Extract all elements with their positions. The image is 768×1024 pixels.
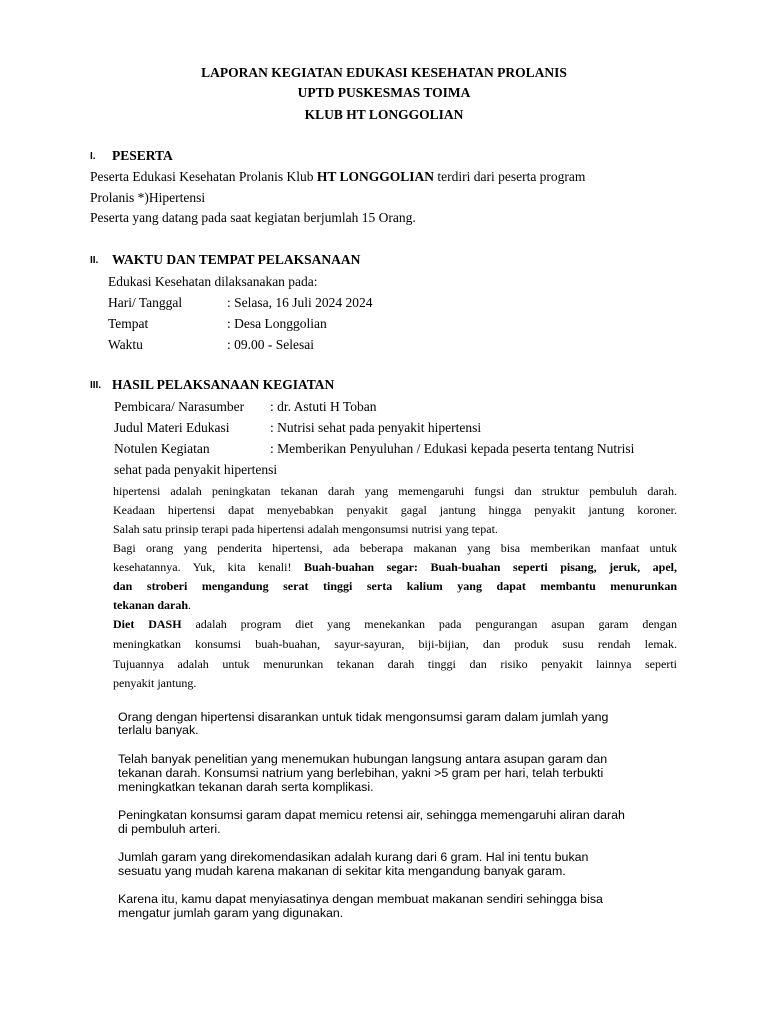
- section-3-heading: HASIL PELAKSANAAN KEGIATAN: [112, 377, 335, 392]
- paragraph-dash-line-3: Tujuannya adalah untuk menurunkan tekanan darah tinggi dan risiko penyakit lainnya seperti: [113, 657, 677, 671]
- schedule-value-time: : 09.00 - Selesai: [227, 337, 314, 352]
- paragraph-makanan-line-3: dan stroberi mengandung serat tinggi serta kalium yang dapat membantu menurunkan: [113, 579, 677, 593]
- schedule-label-time: Waktu: [108, 337, 143, 352]
- salt-paragraph-2-line-1: Telah banyak penelitian yang menemukan hubungan langsung antara asupan garam dan: [118, 752, 608, 766]
- salt-paragraph-4-line-2: sesuatu yang mudah karena makanan di sekitar kita mengandung banyak garam.: [118, 864, 566, 878]
- paragraph-makanan-line-1: Bagi orang yang penderita hipertensi, ada beberapa makanan yang bisa memberikan manfaat untuk: [113, 541, 677, 555]
- salt-paragraph-3-line-1: Peningkatan konsumsi garam dapat memicu retensi air, sehingga memengaruhi aliran darah: [118, 808, 625, 822]
- report-title: LAPORAN KEGIATAN EDUKASI KESEHATAN PROLANIS: [201, 65, 567, 80]
- paragraph-hipertensi-line-1: hipertensi adalah peningkatan tekanan darah yang memengaruhi fungsi dan struktur pembuluh darah.: [113, 484, 677, 498]
- section-2-intro: Edukasi Kesehatan dilaksanakan pada:: [108, 274, 318, 289]
- report-subtitle-klub: KLUB HT LONGGOLIAN: [304, 107, 464, 122]
- result-label-notes: Notulen Kegiatan: [114, 441, 210, 456]
- result-value-topic: : Nutrisi sehat pada penyakit hipertensi: [270, 420, 482, 435]
- salt-paragraph-1-line-1: Orang dengan hipertensi disarankan untuk tidak mengonsumsi garam dalam jumlah yang: [118, 710, 609, 724]
- section-1-line-2: Prolanis *)Hipertensi: [90, 190, 206, 205]
- salt-paragraph-4-line-1: Jumlah garam yang direkomendasikan adalah kurang dari 6 gram. Hal ini tentu bukan: [118, 850, 589, 864]
- schedule-label-place: Tempat: [108, 316, 149, 331]
- result-notes-continuation: sehat pada penyakit hipertensi: [114, 462, 278, 477]
- section-1-line-1: Peserta Edukasi Kesehatan Prolanis Klub HT LONGGOLIAN terdiri dari peserta program: [90, 169, 586, 184]
- section-2-heading: WAKTU DAN TEMPAT PELAKSANAAN: [112, 252, 361, 267]
- schedule-label-date: Hari/ Tanggal: [108, 295, 183, 310]
- report-subtitle-puskesmas: UPTD PUSKESMAS TOIMA: [297, 85, 471, 100]
- paragraph-makanan-line-4: tekanan darah.: [113, 598, 192, 612]
- result-value-notes: : Memberikan Penyuluhan / Edukasi kepada peserta tentang Nutrisi: [270, 441, 635, 456]
- schedule-value-date: : Selasa, 16 Juli 2024 2024: [227, 295, 373, 310]
- paragraph-hipertensi-line-2: Keadaan hipertensi dapat menyebabkan penyakit gagal jantung hingga penyakit jantung koroner.: [113, 503, 677, 517]
- salt-paragraph-2-line-2: tekanan darah. Konsumsi natrium yang berlebihan, yakni >5 gram per hari, telah terbukti: [118, 766, 604, 780]
- section-2-number: II.: [90, 255, 99, 266]
- paragraph-dash-line-1: Diet DASH adalah program diet yang menekankan pada pengurangan asupan garam dengan: [113, 617, 677, 631]
- section-3-number: III.: [90, 380, 102, 391]
- result-label-speaker: Pembicara/ Narasumber: [114, 399, 245, 414]
- paragraph-makanan-line-2: kesehatannya. Yuk, kita kenali! Buah-buahan segar: Buah-buahan seperti pisang, jeruk, apel,: [113, 560, 677, 574]
- paragraph-hipertensi-line-3: Salah satu prinsip terapi pada hipertensi adalah mengonsumsi nutrisi yang tepat.: [113, 522, 498, 536]
- result-label-topic: Judul Materi Edukasi: [114, 420, 230, 435]
- salt-paragraph-2-line-3: meningkatkan tekanan darah serta komplikasi.: [118, 780, 374, 794]
- schedule-value-place: : Desa Longgolian: [227, 316, 327, 331]
- section-1-heading: PESERTA: [112, 148, 173, 163]
- salt-paragraph-5-line-1: Karena itu, kamu dapat menyiasatinya dengan membuat makanan sendiri sehingga bisa: [118, 892, 603, 906]
- result-value-speaker: : dr. Astuti H Toban: [270, 399, 377, 414]
- section-1-number: I.: [90, 151, 96, 162]
- paragraph-dash-line-4: penyakit jantung.: [113, 676, 197, 690]
- salt-paragraph-1-line-2: terlalu banyak.: [118, 723, 199, 737]
- paragraph-dash-line-2: meningkatkan konsumsi buah-buahan, sayur-sayuran, biji-bijian, dan produk susu rendah lemak.: [113, 637, 677, 651]
- salt-paragraph-3-line-2: di pembuluh arteri.: [118, 822, 221, 836]
- salt-paragraph-5-line-2: mengatur jumlah garam yang digunakan.: [118, 906, 344, 920]
- section-1-line-3: Peserta yang datang pada saat kegiatan berjumlah 15 Orang.: [90, 210, 416, 225]
